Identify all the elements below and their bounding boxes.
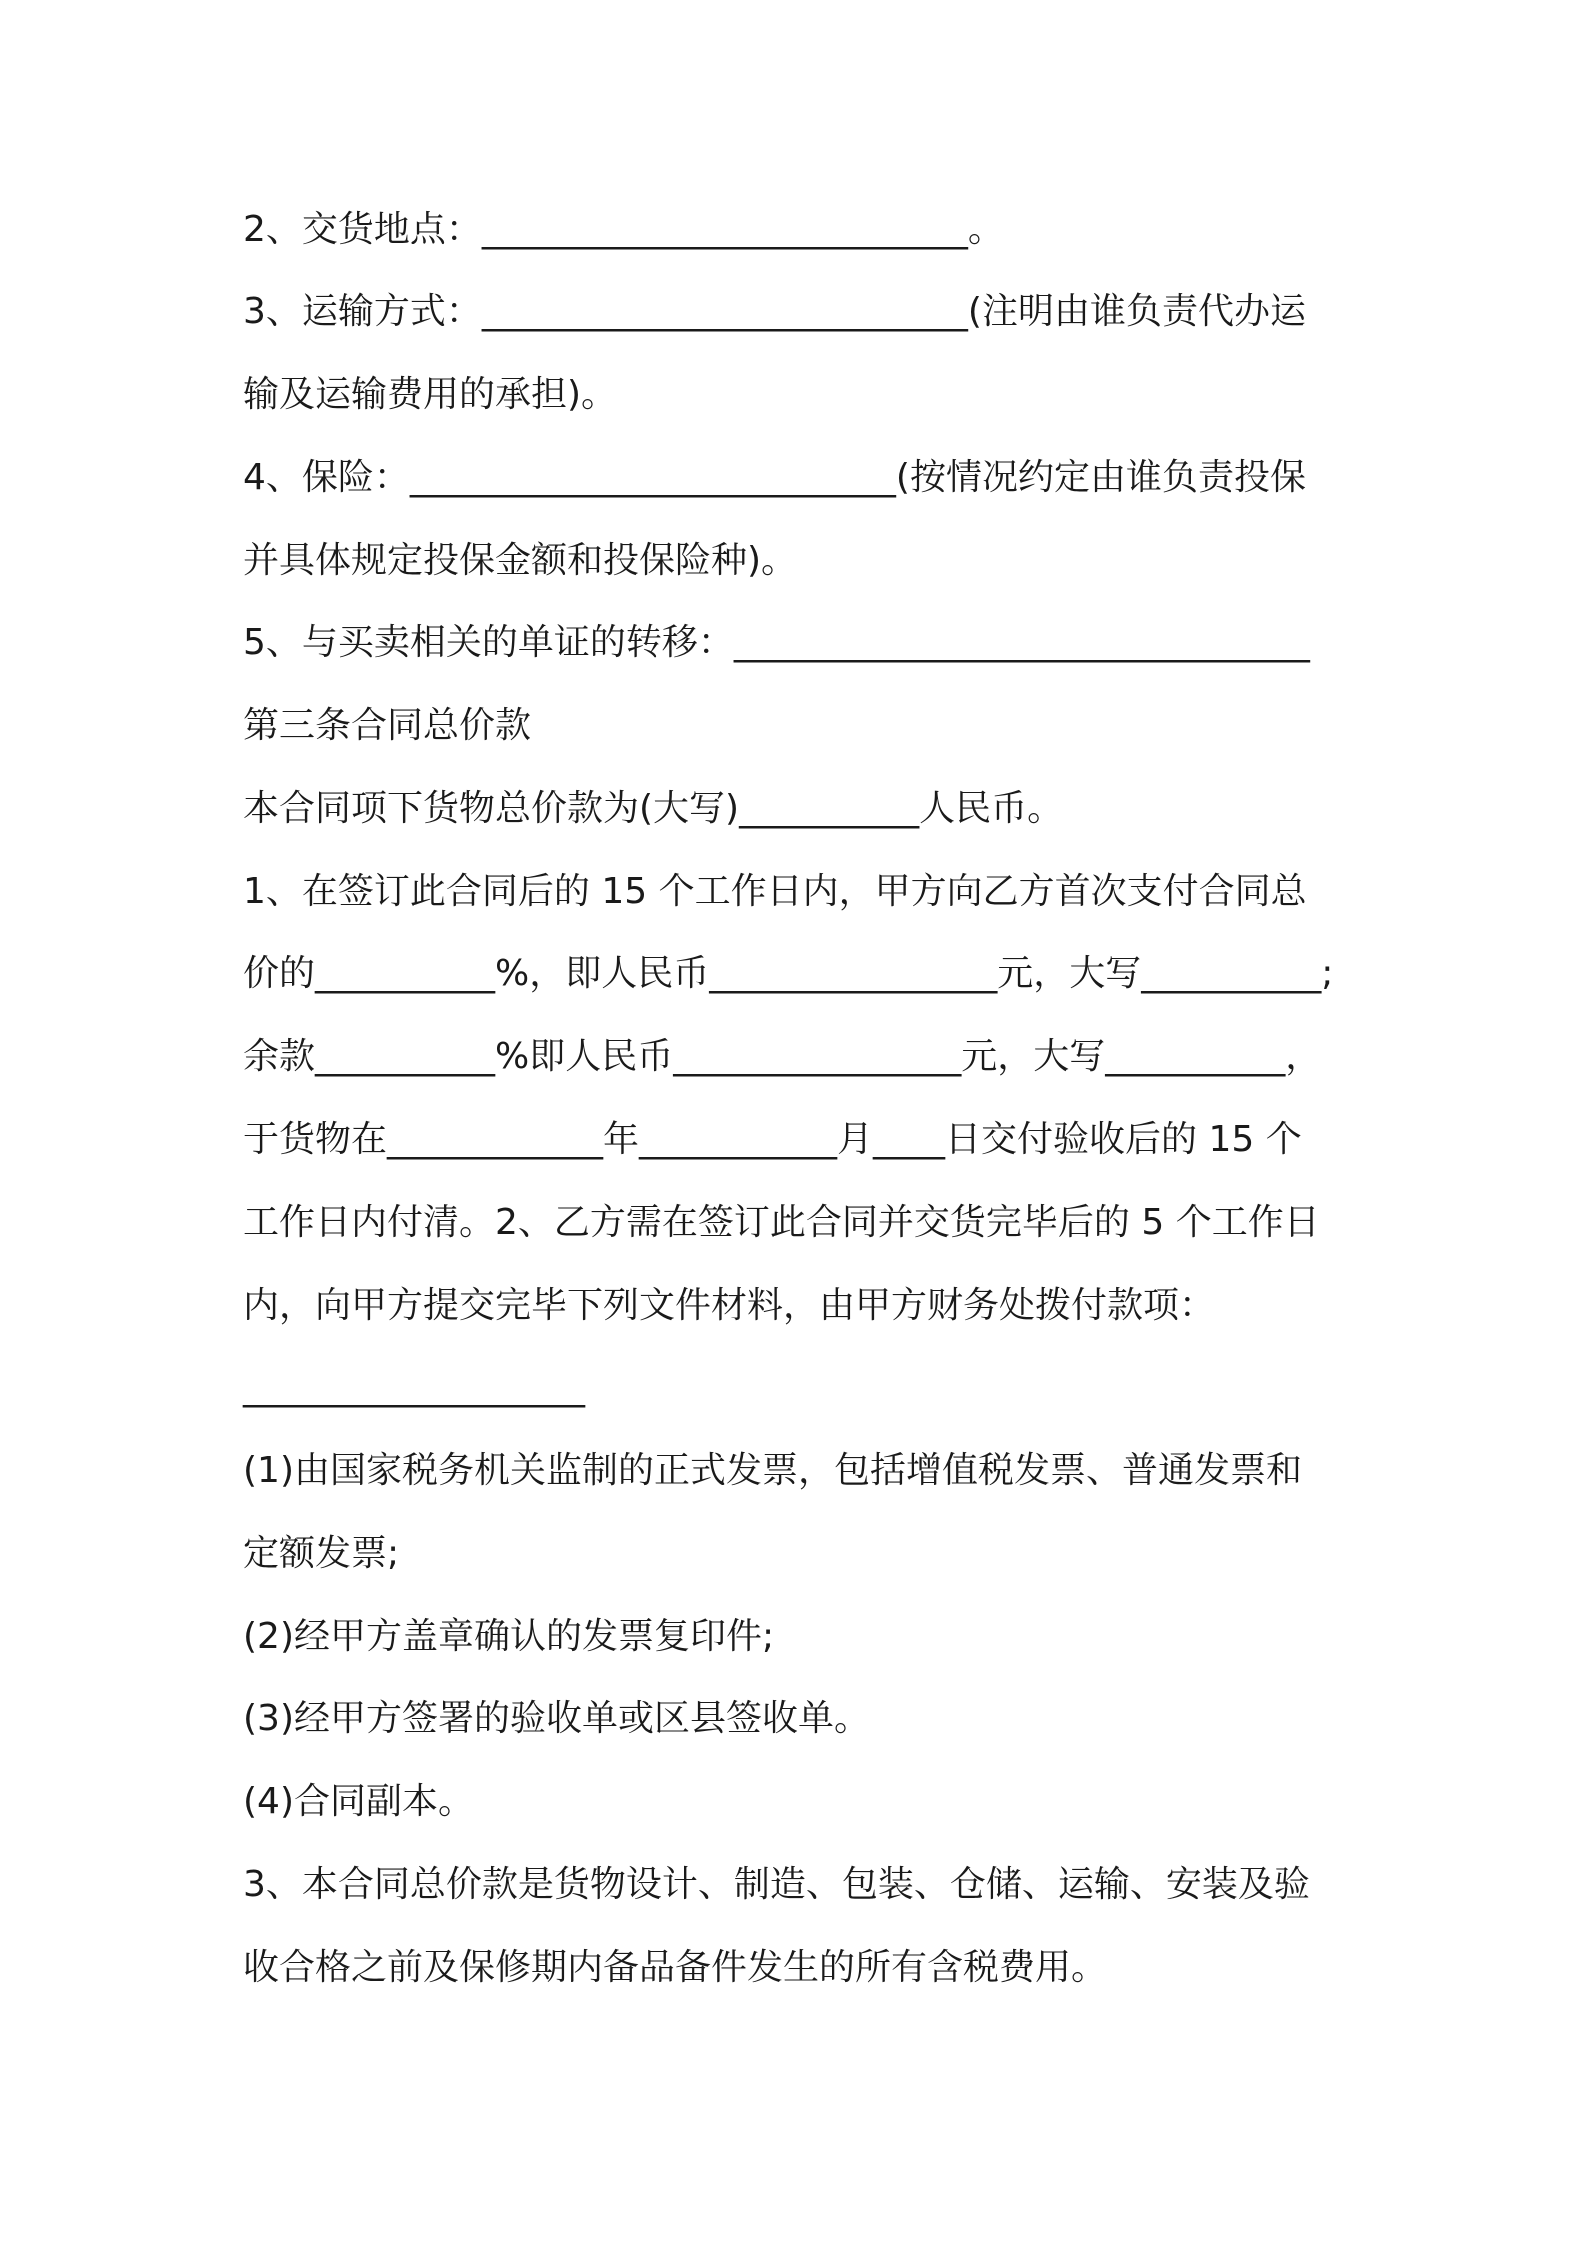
blank-line: ___________________ — [243, 1367, 585, 1408]
document-page — [243, 0, 1363, 2244]
payment-clause-1: 1、在签订此合同后的 15 个工作日内，甲方向乙方首次支付合同总 — [243, 871, 1307, 912]
document-item-4: (4)合同副本。 — [243, 1781, 474, 1822]
document-item-1: (1)由国家税务机关监制的正式发票，包括增值税发票、普通发票和 — [243, 1450, 1302, 1491]
payment-clause-2: 工作日内付清。2、乙方需在签订此合同并交货完毕后的 5 个工作日 — [243, 1202, 1320, 1243]
clause-delivery-location: 2、交货地点：___________________________。 — [243, 209, 1004, 250]
payment-clause-2-cont: 内，向甲方提交完毕下列文件材料，由甲方财务处拨付款项： — [243, 1285, 1216, 1326]
payment-clause-3-cont: 收合格之前及保修期内备品备件发生的所有含税费用。 — [243, 1947, 1108, 1988]
clause-transport-method: 3、运输方式：___________________________(注明由谁负责代办运 — [243, 291, 1306, 332]
section-heading-total-price: 第三条合同总价款 — [243, 705, 532, 746]
payment-balance: 余款__________%即人民币________________元，大写__________， — [243, 1036, 1322, 1077]
payment-clause-1-cont: 价的__________%，即人民币________________元，大写__________; — [243, 953, 1334, 994]
total-price-statement: 本合同项下货物总价款为(大写)__________人民币。 — [243, 788, 1064, 829]
document-item-3: (3)经甲方签署的验收单或区县签收单。 — [243, 1698, 870, 1739]
payment-date: 于货物在____________年___________月____日交付验收后的 15 个 — [243, 1119, 1302, 1160]
clause-insurance: 4、保险：___________________________(按情况约定由谁负责投保 — [243, 457, 1306, 498]
clause-document-transfer: 5、与买卖相关的单证的转移：________________________________ — [243, 622, 1310, 663]
document-item-2: (2)经甲方盖章确认的发票复印件; — [243, 1616, 775, 1657]
clause-insurance-cont: 并具体规定投保金额和投保险种)。 — [243, 540, 798, 581]
clause-transport-method-cont: 输及运输费用的承担)。 — [243, 374, 618, 415]
payment-clause-3: 3、本合同总价款是货物设计、制造、包装、仓储、运输、安装及验 — [243, 1864, 1310, 1905]
document-item-1-cont: 定额发票; — [243, 1533, 400, 1574]
